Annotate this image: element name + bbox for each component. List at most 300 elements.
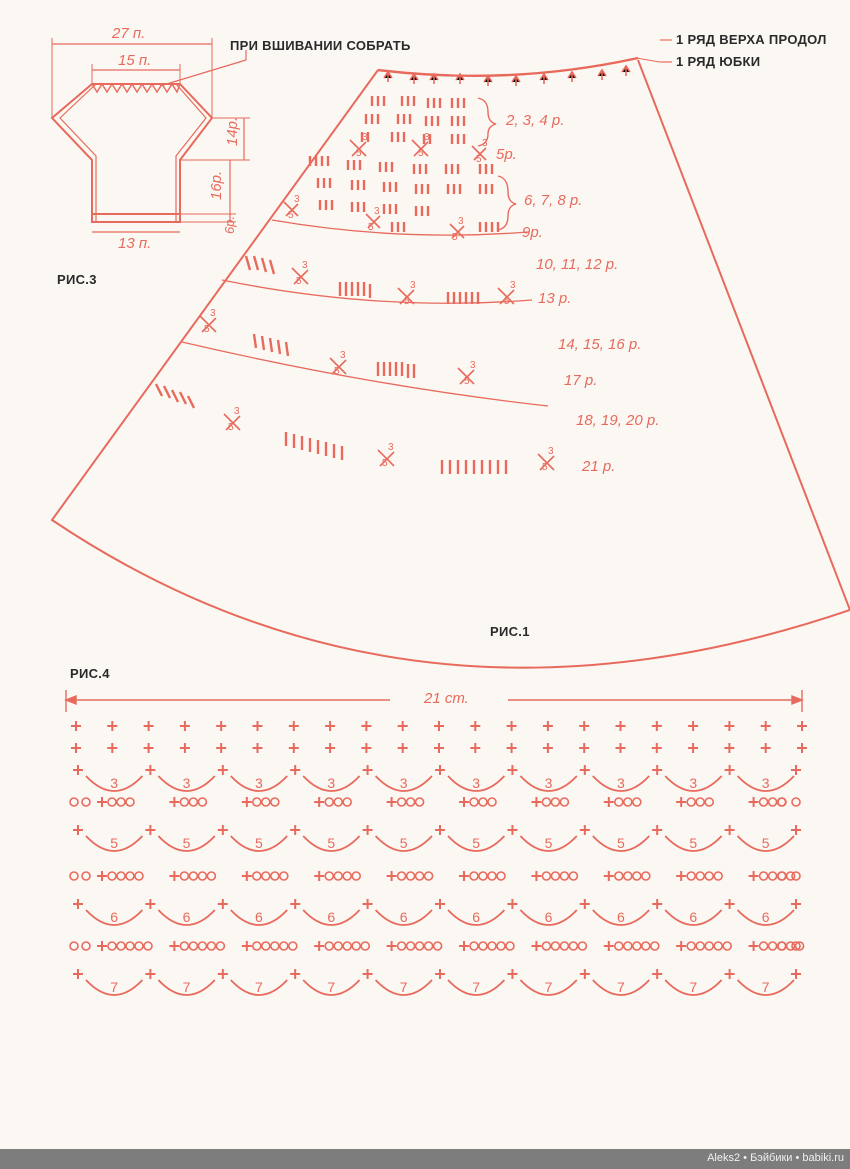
arc-plus-stitch: [145, 969, 155, 979]
chain-stitch: [126, 942, 134, 950]
chain-stitch: [488, 942, 496, 950]
fan-digit-bottom: 5: [356, 148, 362, 159]
credit-text: Aleks2 • Бэйбики • babiki.ru: [707, 1152, 844, 1164]
arc-count: 7: [110, 979, 118, 995]
chain-stitch: [578, 942, 586, 950]
arc-count: 5: [110, 835, 118, 851]
arc-count: 5: [761, 835, 770, 851]
arc-plus-stitch: [290, 899, 300, 909]
chain-stitch: [189, 942, 197, 950]
arc-plus-stitch: [580, 825, 590, 835]
chain-stitch: [180, 798, 188, 806]
chain-stitch: [407, 872, 415, 880]
chain-stitch: [696, 942, 704, 950]
arc-count: 3: [255, 775, 263, 791]
plus-stitch: [531, 941, 541, 951]
arc-plus-stitch: [435, 825, 445, 835]
chain-stitch: [551, 798, 559, 806]
plus-stitch: [470, 743, 480, 753]
fan-digit-top: 3: [234, 406, 240, 417]
arc-plus-stitch: [435, 969, 445, 979]
plus-stitch: [459, 797, 469, 807]
chain-stitch: [497, 872, 505, 880]
chain-stitch: [479, 942, 487, 950]
arc-plus-stitch: [435, 765, 445, 775]
fig1-label: РИС.1: [490, 624, 530, 639]
plus-stitch: [688, 721, 698, 731]
plus-stitch: [289, 743, 299, 753]
plus-stitch: [749, 797, 759, 807]
plus-stitch: [616, 743, 626, 753]
arc-plus-stitch: [218, 969, 228, 979]
plus-stitch: [749, 871, 759, 881]
plus-stitch: [676, 797, 686, 807]
chain-stitch: [189, 872, 197, 880]
fan-digit-bottom: 5: [418, 148, 424, 159]
chain-stitch: [280, 872, 288, 880]
plus-stitch: [169, 871, 179, 881]
fan-digit-top: 3: [458, 216, 464, 227]
plus-stitch: [507, 721, 517, 731]
plus-stitch: [314, 871, 324, 881]
plus-stitch: [579, 721, 589, 731]
arc-plus-stitch: [507, 765, 517, 775]
chain-stitch: [624, 798, 632, 806]
chain-stitch: [769, 942, 777, 950]
chain-stitch: [70, 798, 78, 806]
chain-stitch: [334, 942, 342, 950]
plus-stitch: [724, 721, 734, 731]
chain-stitch: [760, 798, 768, 806]
chain-stitch: [488, 798, 496, 806]
plus-stitch: [216, 721, 226, 731]
chain-stitch: [207, 872, 215, 880]
arc-count: 3: [761, 775, 770, 791]
chain-stitch: [416, 872, 424, 880]
arc-count: 6: [110, 909, 118, 925]
fig1-row-label-17: 17 р.: [564, 372, 598, 389]
arc-count: 6: [689, 909, 698, 925]
plus-stitch: [242, 871, 252, 881]
chain-stitch: [82, 798, 90, 806]
fig1-row-label-13: 13 р.: [538, 290, 572, 307]
arc-plus-stitch: [791, 825, 801, 835]
chain-stitch: [407, 942, 415, 950]
chain-stitch: [624, 942, 632, 950]
chain-stitch: [615, 942, 623, 950]
arc-count: 3: [399, 775, 408, 791]
chain-stitch: [289, 942, 297, 950]
chain-stitch: [198, 942, 206, 950]
chain-stitch: [651, 942, 659, 950]
arc-plus-stitch: [791, 899, 801, 909]
fig3-width-neck: 15 п.: [118, 52, 152, 69]
fig1-skirt-row-note: 1 РЯД ЮБКИ: [676, 54, 761, 69]
chain-stitch: [792, 872, 800, 880]
arc-count: 3: [182, 775, 191, 791]
chain-stitch: [542, 798, 550, 806]
chain-stitch: [398, 942, 406, 950]
chain-stitch: [180, 872, 188, 880]
plus-stitch: [749, 941, 759, 951]
chain-stitch: [325, 872, 333, 880]
fig3-gather-note: ПРИ ВШИВАНИИ СОБРАТЬ: [230, 38, 411, 53]
fig1-row-label-2-4: 2, 3, 4 р.: [506, 112, 565, 129]
fig1-row-label-5: 5р.: [496, 146, 517, 163]
plus-stitch: [531, 797, 541, 807]
fan-digit-bottom: 5: [464, 376, 470, 387]
chain-stitch: [334, 872, 342, 880]
plus-stitch: [676, 941, 686, 951]
fan-digit-top: 3: [388, 442, 394, 453]
plus-stitch: [604, 871, 614, 881]
arc-count: 5: [472, 835, 480, 851]
plus-stitch: [797, 743, 807, 753]
fig1-row-label-10-12: 10, 11, 12 р.: [536, 256, 619, 273]
plus-stitch: [71, 721, 81, 731]
chain-stitch: [343, 872, 351, 880]
plus-stitch: [314, 797, 324, 807]
plus-stitch: [604, 941, 614, 951]
chain-stitch: [82, 942, 90, 950]
chain-stitch: [70, 872, 78, 880]
plus-stitch: [180, 721, 190, 731]
arc-count: 3: [617, 775, 625, 791]
chain-stitch: [705, 872, 713, 880]
arc-plus-stitch: [363, 825, 373, 835]
plus-stitch: [797, 721, 807, 731]
chain-stitch: [542, 872, 550, 880]
arc-plus-stitch: [507, 825, 517, 835]
arc-count: 3: [689, 775, 698, 791]
fan-digit-bottom: 5: [452, 232, 458, 243]
arc-plus-stitch: [580, 899, 590, 909]
chain-stitch: [714, 942, 722, 950]
chain-stitch: [425, 872, 433, 880]
chain-stitch: [642, 942, 650, 950]
plus-stitch: [761, 721, 771, 731]
arc-count: 7: [472, 979, 480, 995]
plus-stitch: [434, 743, 444, 753]
fig3-width-bottom: 13 п.: [118, 235, 152, 252]
chain-stitch: [687, 942, 695, 950]
chain-stitch: [551, 942, 559, 950]
chain-stitch: [262, 942, 270, 950]
fig3-rows-body: 16р.: [208, 170, 225, 200]
arc-plus-stitch: [218, 899, 228, 909]
plus-stitch: [387, 871, 397, 881]
chain-stitch: [189, 798, 197, 806]
fig1-row-label-14-16: 14, 15, 16 р.: [558, 336, 642, 353]
chain-stitch: [343, 942, 351, 950]
arc-count: 5: [399, 835, 408, 851]
fan-digit-top: 3: [294, 194, 300, 205]
arc-plus-stitch: [580, 765, 590, 775]
arc-plus-stitch: [725, 765, 735, 775]
arc-count: 7: [689, 979, 698, 995]
chain-stitch: [117, 942, 125, 950]
fig3-width-top: 27 п.: [112, 25, 146, 42]
plus-stitch: [616, 721, 626, 731]
plus-stitch: [216, 743, 226, 753]
fan-digit-bottom: 5: [542, 462, 548, 473]
chain-stitch: [271, 798, 279, 806]
arc-plus-stitch: [218, 825, 228, 835]
fan-digit-top: 3: [340, 350, 346, 361]
plus-stitch: [470, 721, 480, 731]
chain-stitch: [70, 942, 78, 950]
arc-plus-stitch: [652, 765, 662, 775]
chain-stitch: [352, 872, 360, 880]
arc-count: 5: [689, 835, 698, 851]
arc-plus-stitch: [507, 969, 517, 979]
plus-stitch: [579, 743, 589, 753]
chain-stitch: [687, 798, 695, 806]
plus-stitch: [507, 743, 517, 753]
plus-stitch: [289, 721, 299, 731]
arc-count: 5: [617, 835, 625, 851]
arc-count: 3: [110, 775, 118, 791]
fan-digit-top: 3: [210, 308, 216, 319]
chain-stitch: [117, 872, 125, 880]
plus-stitch: [459, 941, 469, 951]
chain-stitch: [560, 798, 568, 806]
chain-stitch: [407, 798, 415, 806]
chain-stitch: [253, 872, 261, 880]
arc-count: 7: [327, 979, 336, 995]
arc-plus-stitch: [791, 765, 801, 775]
chain-stitch: [280, 942, 288, 950]
plus-stitch: [676, 871, 686, 881]
arc-count: 6: [399, 909, 408, 925]
fig3-rows-band: 6р.: [222, 215, 237, 234]
arc-plus-stitch: [580, 969, 590, 979]
fan-digit-bottom: 5: [476, 154, 482, 165]
chain-stitch: [760, 942, 768, 950]
fig1-row-label-18-20: 18, 19, 20 р.: [576, 412, 660, 429]
fan-digit-top: 3: [362, 132, 368, 143]
plus-stitch: [169, 941, 179, 951]
plus-stitch: [253, 743, 263, 753]
arc-plus-stitch: [145, 899, 155, 909]
chain-stitch: [470, 798, 478, 806]
plus-stitch: [242, 797, 252, 807]
chain-stitch: [398, 872, 406, 880]
chain-stitch: [696, 798, 704, 806]
chain-stitch: [108, 942, 116, 950]
fan-digit-top: 3: [548, 446, 554, 457]
plus-stitch: [314, 941, 324, 951]
arc-count: 6: [761, 909, 770, 925]
plus-stitch: [761, 743, 771, 753]
fan-digit-top: 3: [302, 260, 308, 271]
fig1-row-label-6-8: 6, 7, 8 р.: [524, 192, 583, 209]
fig4-span-label: 21 ст.: [424, 690, 469, 707]
chain-stitch: [705, 942, 713, 950]
fig1-row-label-9: 9р.: [522, 224, 543, 241]
arc-count: 6: [255, 909, 263, 925]
plus-stitch: [107, 743, 117, 753]
chain-stitch: [633, 942, 641, 950]
plus-stitch: [387, 941, 397, 951]
fig1-row-label-21: 21 р.: [582, 458, 616, 475]
chain-stitch: [542, 942, 550, 950]
chain-stitch: [714, 872, 722, 880]
fan-digit-bottom: 5: [288, 210, 294, 221]
chain-stitch: [325, 942, 333, 950]
plus-stitch: [652, 721, 662, 731]
chain-stitch: [615, 872, 623, 880]
arc-count: 6: [617, 909, 625, 925]
chain-stitch: [207, 942, 215, 950]
chain-stitch: [560, 942, 568, 950]
chain-stitch: [343, 798, 351, 806]
plus-stitch: [361, 721, 371, 731]
chain-stitch: [769, 872, 777, 880]
plus-stitch: [242, 941, 252, 951]
arc-plus-stitch: [290, 969, 300, 979]
chain-stitch: [569, 872, 577, 880]
plus-stitch: [169, 797, 179, 807]
plus-stitch: [459, 871, 469, 881]
chain-stitch: [434, 942, 442, 950]
fan-digit-bottom: 5: [228, 422, 234, 433]
chain-stitch: [479, 872, 487, 880]
arc-plus-stitch: [363, 765, 373, 775]
arc-count: 7: [399, 979, 408, 995]
chain-stitch: [271, 942, 279, 950]
fan-digit-bottom: 5: [296, 276, 302, 287]
plus-stitch: [144, 743, 154, 753]
arc-count: 5: [255, 835, 263, 851]
chain-stitch: [687, 872, 695, 880]
chain-stitch: [760, 872, 768, 880]
plus-stitch: [543, 743, 553, 753]
plus-stitch: [398, 721, 408, 731]
chain-stitch: [624, 872, 632, 880]
arc-plus-stitch: [290, 765, 300, 775]
chain-stitch: [108, 872, 116, 880]
fan-digit-bottom: 5: [368, 222, 374, 233]
chain-stitch: [696, 872, 704, 880]
chain-stitch: [126, 872, 134, 880]
arc-plus-stitch: [73, 969, 83, 979]
chain-stitch: [126, 798, 134, 806]
plus-stitch: [325, 743, 335, 753]
plus-stitch: [724, 743, 734, 753]
chain-stitch: [144, 942, 152, 950]
arc-plus-stitch: [73, 825, 83, 835]
plus-stitch: [325, 721, 335, 731]
arc-plus-stitch: [218, 765, 228, 775]
fan-digit-bottom: 5: [382, 458, 388, 469]
arc-count: 6: [472, 909, 480, 925]
arc-plus-stitch: [290, 825, 300, 835]
chain-stitch: [271, 872, 279, 880]
chain-stitch: [253, 942, 261, 950]
plus-stitch: [531, 871, 541, 881]
arc-count: 7: [255, 979, 263, 995]
fan-digit-bottom: 5: [404, 296, 410, 307]
chain-stitch: [334, 798, 342, 806]
plus-stitch: [97, 941, 107, 951]
chain-stitch: [325, 798, 333, 806]
chain-stitch: [470, 872, 478, 880]
arc-plus-stitch: [652, 969, 662, 979]
plus-stitch: [97, 871, 107, 881]
plus-stitch: [71, 743, 81, 753]
plus-stitch: [253, 721, 263, 731]
fan-digit-top: 3: [410, 280, 416, 291]
plus-stitch: [180, 743, 190, 753]
chain-stitch: [633, 798, 641, 806]
arc-plus-stitch: [507, 899, 517, 909]
chain-stitch: [569, 942, 577, 950]
plus-stitch: [688, 743, 698, 753]
plus-stitch: [387, 797, 397, 807]
chain-stitch: [361, 942, 369, 950]
arc-count: 7: [617, 979, 625, 995]
chain-stitch: [262, 872, 270, 880]
chain-stitch: [560, 872, 568, 880]
fan-digit-top: 3: [374, 206, 380, 217]
arc-count: 6: [182, 909, 191, 925]
chain-stitch: [216, 942, 224, 950]
fan-digit-bottom: 5: [334, 366, 340, 377]
arc-plus-stitch: [73, 765, 83, 775]
arc-plus-stitch: [363, 969, 373, 979]
chain-stitch: [352, 942, 360, 950]
chain-stitch: [488, 872, 496, 880]
chain-stitch: [108, 798, 116, 806]
fan-digit-bottom: 5: [204, 324, 210, 335]
arc-count: 6: [544, 909, 553, 925]
chain-stitch: [135, 942, 143, 950]
arc-count: 7: [182, 979, 191, 995]
arc-plus-stitch: [435, 899, 445, 909]
arc-count: 5: [327, 835, 336, 851]
chain-stitch: [198, 798, 206, 806]
chain-stitch: [425, 942, 433, 950]
arc-plus-stitch: [652, 825, 662, 835]
plus-stitch: [652, 743, 662, 753]
chain-stitch: [198, 872, 206, 880]
plus-stitch: [97, 797, 107, 807]
chain-stitch: [479, 798, 487, 806]
chain-stitch: [633, 872, 641, 880]
chain-stitch: [180, 942, 188, 950]
arc-plus-stitch: [725, 899, 735, 909]
chain-stitch: [398, 798, 406, 806]
arc-count: 3: [327, 775, 336, 791]
fig1-top-row-note: 1 РЯД ВЕРХА ПРОДОЛ: [676, 32, 827, 47]
arc-plus-stitch: [725, 825, 735, 835]
plus-stitch: [434, 721, 444, 731]
chain-stitch: [82, 872, 90, 880]
arc-count: 7: [544, 979, 553, 995]
chain-stitch: [769, 798, 777, 806]
chain-stitch: [117, 798, 125, 806]
chain-stitch: [470, 942, 478, 950]
fig4-label: РИС.4: [70, 666, 110, 681]
chain-stitch: [615, 798, 623, 806]
chain-stitch: [705, 798, 713, 806]
chain-stitch: [135, 872, 143, 880]
chain-stitch: [416, 798, 424, 806]
fig3-label: РИС.3: [57, 272, 97, 287]
plus-stitch: [107, 721, 117, 731]
chain-stitch: [416, 942, 424, 950]
